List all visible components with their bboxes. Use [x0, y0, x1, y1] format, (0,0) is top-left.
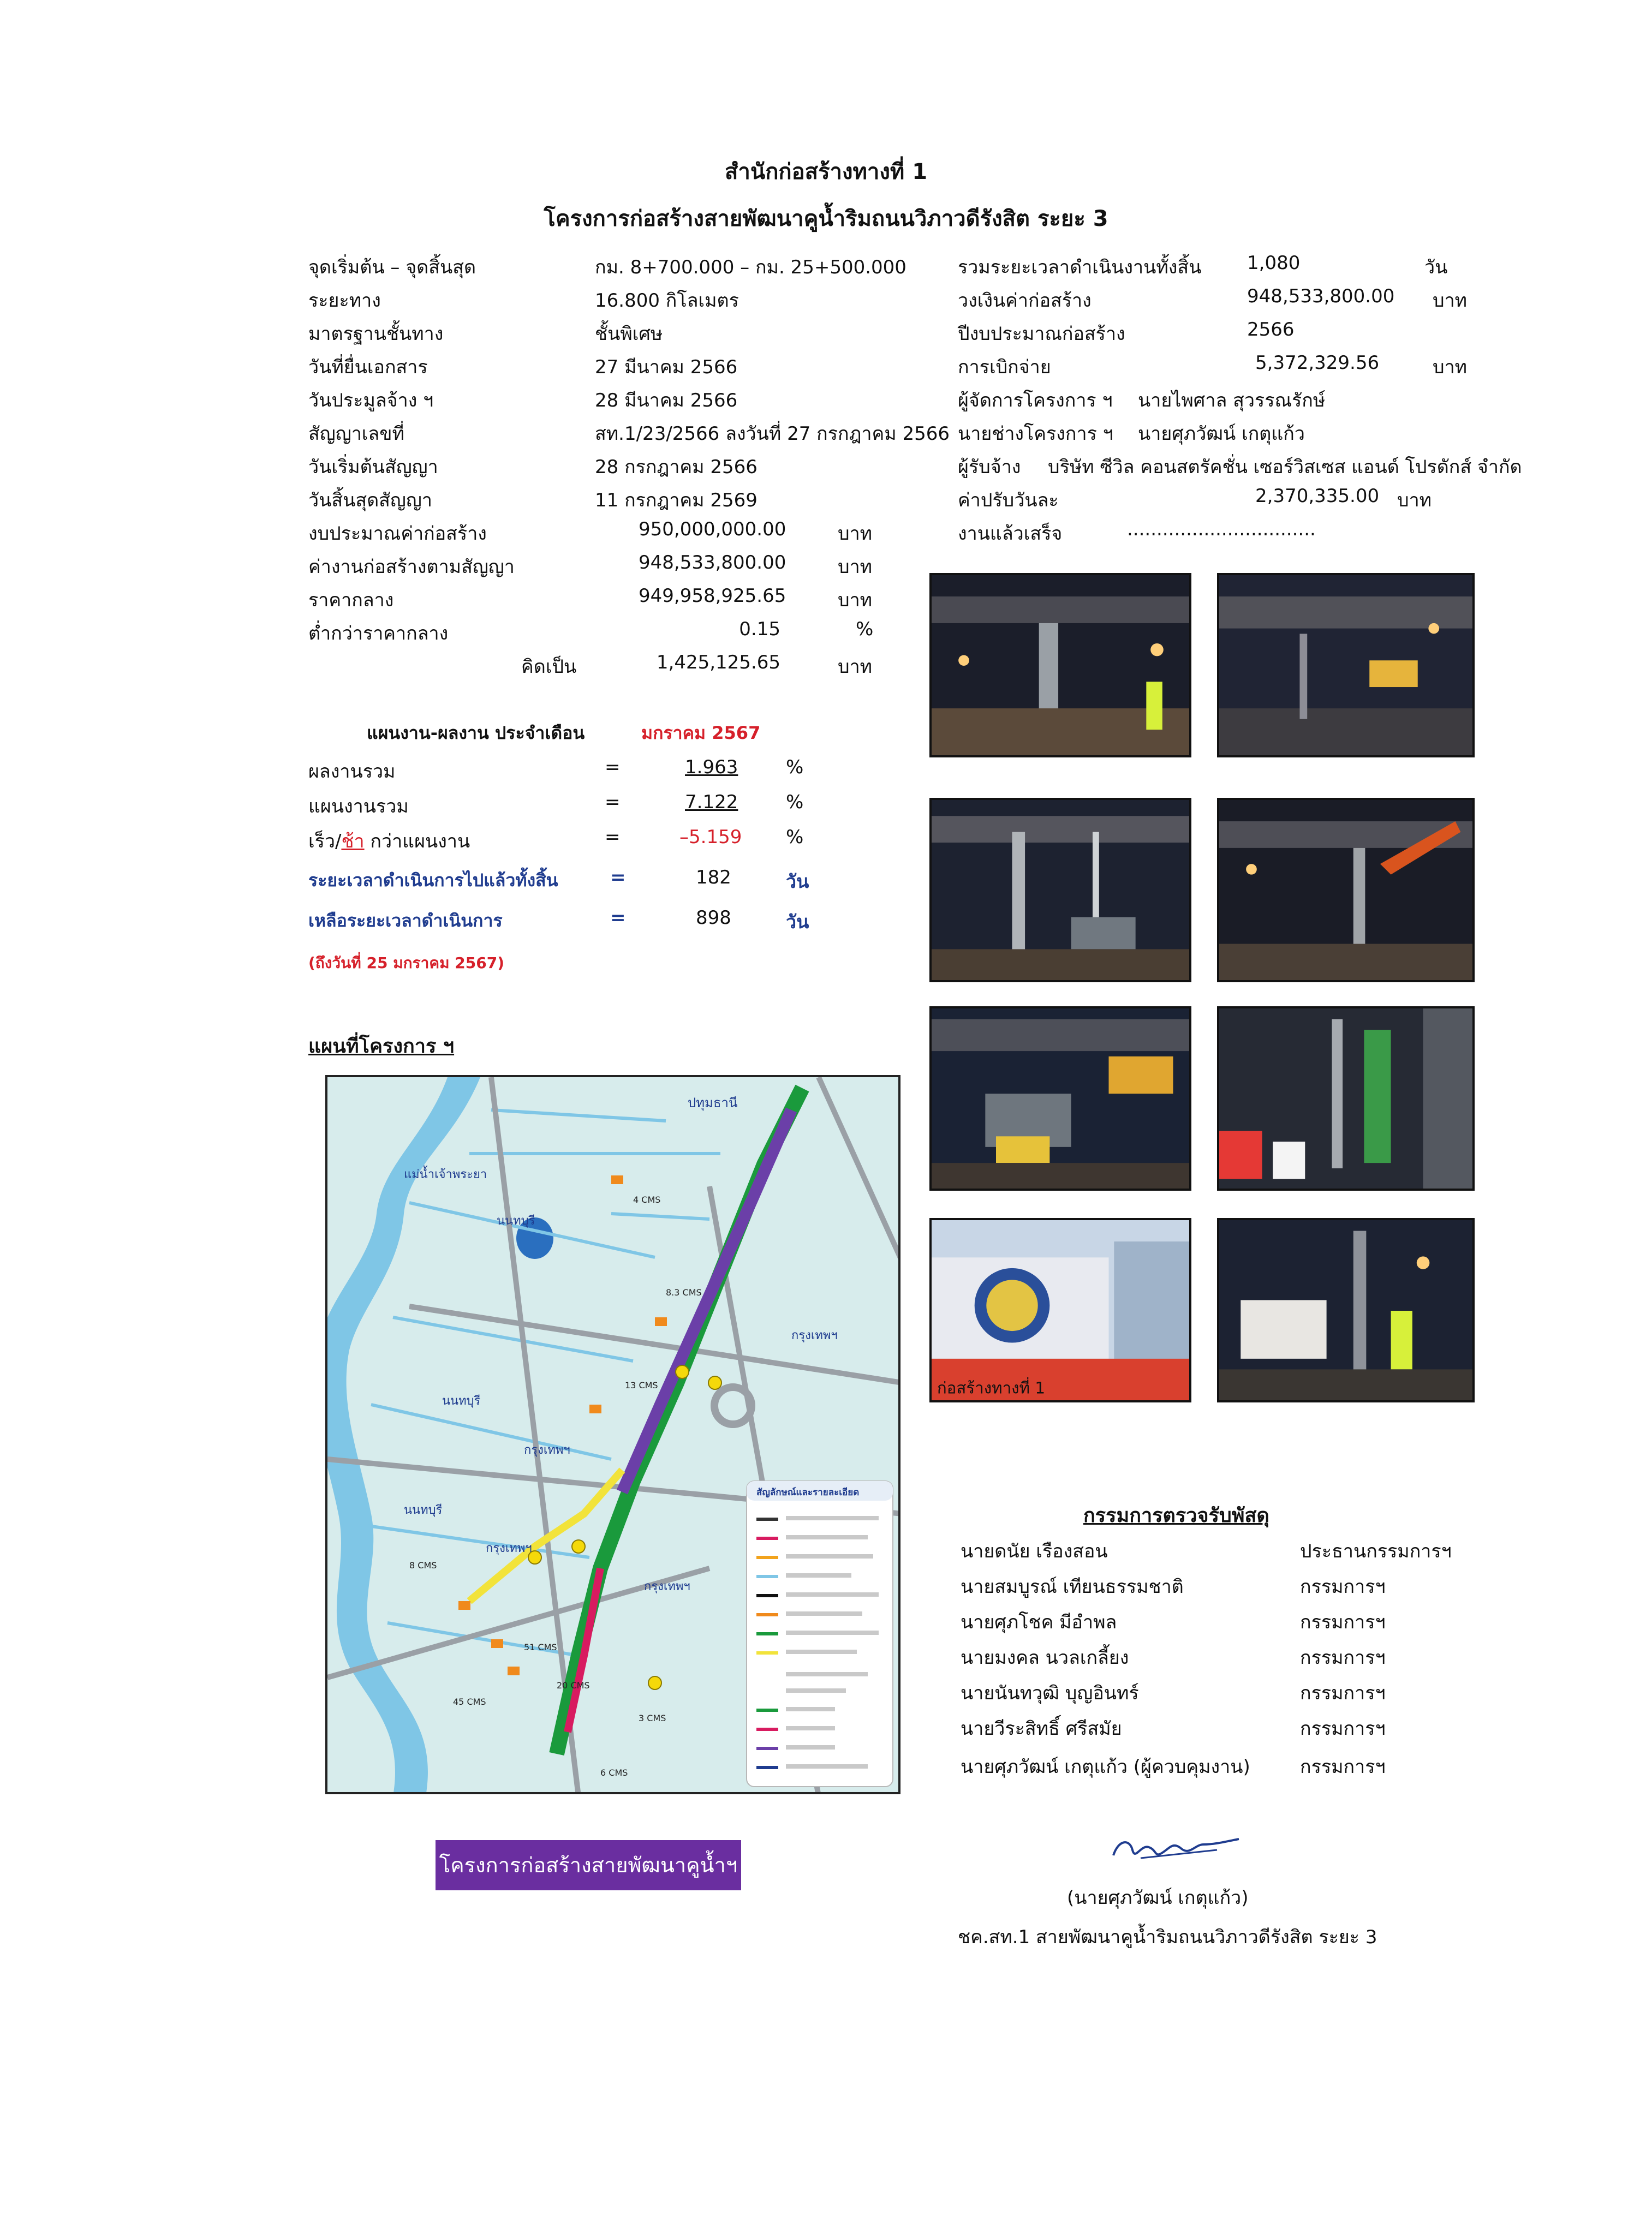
committee-member-role: กรรมการฯ — [1300, 1756, 1386, 1778]
label-contract-value: ค่างานก่อสร้างตามสัญญา — [308, 556, 515, 578]
committee-member-name: นายศุภโชค มีอำพล — [961, 1611, 1117, 1633]
committee-member-role: กรรมการฯ — [1300, 1682, 1386, 1704]
label-road-standard: มาตรฐานชั้นทาง — [308, 323, 444, 345]
unit-contract-value: บาท — [838, 556, 873, 578]
unit-median-price: บาท — [838, 589, 873, 611]
cms-labels — [409, 1195, 702, 1778]
value-penalty: 2,370,335.00 — [1255, 485, 1380, 507]
progress-month: มกราคม 2567 — [641, 723, 761, 743]
cms-label-2: 8.3 CMS — [666, 1287, 702, 1298]
value-plan: 7.122 — [685, 791, 738, 813]
value-total-duration: 1,080 — [1247, 252, 1301, 274]
value-fiscal-year: 2566 — [1247, 319, 1295, 341]
label-penalty: ค่าปรับวันละ — [958, 489, 1059, 511]
map-legend — [747, 1481, 893, 1787]
site-photo-6 — [1217, 1006, 1475, 1191]
committee-member-name: นายนันทวุฒิ บุญอินทร์ — [961, 1682, 1139, 1704]
map-label-nonthaburi-1: นนทบุรี — [497, 1214, 535, 1228]
unit-equivalent: บาท — [838, 656, 873, 678]
site-photo-7-image — [932, 1220, 1189, 1400]
value-contract-amount: 948,533,800.00 — [1247, 285, 1395, 307]
map-label-pathum: ปทุมธานี — [688, 1095, 738, 1110]
label-engineer: นายช่างโครงการ ฯ — [958, 423, 1113, 445]
project-button[interactable]: โครงการก่อสร้างสายพัฒนาคูน้ำฯ — [436, 1840, 741, 1890]
label-actual: ผลงานรวม — [308, 761, 396, 783]
site-photo-2-image — [1219, 575, 1472, 755]
value-contract-end: 11 กรกฎาคม 2569 — [595, 489, 758, 511]
unit-total-duration: วัน — [1424, 256, 1448, 278]
site-photo-8-image — [1219, 1220, 1472, 1400]
site-photo-2 — [1217, 573, 1475, 757]
as-of-date: (ถึงวันที่ 25 มกราคม 2567) — [308, 954, 505, 972]
label-doc-date: วันที่ยื่นเอกสาร — [308, 356, 428, 378]
label-diff-mid: ช้า — [341, 831, 365, 852]
committee-member-role: กรรมการฯ — [1300, 1611, 1386, 1633]
value-budget: 950,000,000.00 — [639, 518, 786, 540]
progress-heading: แผนงาน-ผลงาน ประจำเดือน — [367, 723, 585, 743]
unit-disbursement: บาท — [1433, 356, 1468, 378]
label-budget: งบประมาณค่าก่อสร้าง — [308, 523, 487, 545]
cms-label-1: 4 CMS — [633, 1195, 661, 1205]
value-actual: 1.963 — [685, 756, 738, 778]
roundabout — [714, 1387, 752, 1424]
photo-sign-text: ก่อสร้างทางที่ 1 — [937, 1378, 1046, 1398]
river-shape — [327, 1077, 480, 1794]
cms-label-8: 45 CMS — [453, 1697, 486, 1707]
label-contract-start: วันเริ่มต้นสัญญา — [308, 456, 438, 478]
site-photo-1-image — [932, 575, 1189, 755]
unit-contract-amount: บาท — [1433, 290, 1468, 312]
value-remaining: 898 — [696, 907, 731, 929]
label-fiscal-year: ปีงบประมาณก่อสร้าง — [958, 323, 1125, 345]
signature-image — [1108, 1828, 1244, 1866]
unit-below-median: % — [856, 618, 874, 640]
project-title: โครงการก่อสร้างสายพัฒนาคูน้ำริมถนนวิภาวดีรังสิต ระยะ 3 — [544, 206, 1108, 231]
map-label-nonthaburi-2: นนทบุรี — [442, 1394, 481, 1408]
label-disbursement: การเบิกจ่าย — [958, 356, 1051, 378]
site-photo-8 — [1217, 1218, 1475, 1402]
site-photo-6-image — [1219, 1008, 1472, 1189]
value-engineer: นายศุภวัฒน์ เกตุแก้ว — [1138, 423, 1305, 445]
unit-plan: % — [786, 791, 804, 813]
label-plan: แผนงานรวม — [308, 796, 409, 817]
unit-diff: % — [786, 826, 804, 848]
value-road-standard: ชั้นพิเศษ — [595, 323, 663, 345]
value-manager: นายไพศาล สุวรรณรักษ์ — [1138, 390, 1326, 411]
cms-label-3: 13 CMS — [625, 1380, 658, 1390]
corridor-purple — [622, 1110, 791, 1492]
label-contract-amount: วงเงินค่าก่อสร้าง — [958, 290, 1092, 312]
label-contract-no: สัญญาเลขที่ — [308, 423, 404, 445]
site-photo-5-image — [932, 1008, 1189, 1189]
label-equivalent: คิดเป็น — [521, 656, 577, 678]
signature-name: (นายศุภวัฒน์ เกตุแก้ว) — [1067, 1887, 1249, 1909]
label-below-median: ต่ำกว่าราคากลาง — [308, 623, 449, 644]
map-label-bangkok-2: กรุงเทพฯ — [524, 1443, 570, 1457]
committee-member-role: กรรมการฯ — [1300, 1647, 1386, 1669]
committee-heading: กรรมการตรวจรับพัสดุ — [1083, 1504, 1269, 1527]
value-distance: 16.800 กิโลเมตร — [595, 290, 739, 312]
committee-member-role: กรรมการฯ — [1300, 1718, 1386, 1740]
value-equivalent: 1,425,125.65 — [656, 652, 780, 673]
cms-label-7: 3 CMS — [639, 1713, 666, 1723]
label-bid-date: วันประมูลจ้าง ฯ — [308, 390, 434, 411]
map-label-nonthaburi-3: นนทบุรี — [404, 1503, 443, 1517]
label-diff — [308, 826, 470, 856]
value-median-price: 949,958,925.65 — [639, 585, 786, 607]
site-photo-1 — [929, 573, 1191, 757]
committee-member-name: นายวีระสิทธิ์ ศรีสมัย — [961, 1718, 1122, 1740]
eq-actual: = — [605, 756, 621, 778]
site-photo-4-image — [1219, 800, 1472, 980]
label-completed: งานแล้วเสร็จ — [958, 523, 1063, 545]
unit-actual: % — [786, 756, 804, 778]
site-photo-5 — [929, 1006, 1191, 1191]
cms-label-5: 51 CMS — [524, 1642, 557, 1652]
label-start-end: จุดเริ่มต้น – จุดสิ้นสุด — [308, 256, 476, 278]
markers-orange — [458, 1175, 667, 1675]
value-completed: ................................ — [1127, 518, 1316, 540]
value-start-end: กม. 8+700.000 – กม. 25+500.000 — [595, 256, 906, 278]
eq-elapsed: = — [610, 867, 626, 888]
cms-label-9: 6 CMS — [600, 1768, 628, 1778]
value-contractor: บริษัท ซีวิล คอนสตรัคชั่น เซอร์วิสเซส แอนด์ โปรดักส์ จำกัด — [1048, 456, 1522, 478]
unit-penalty: บาท — [1397, 489, 1432, 511]
signature-position: ชค.สท.1 สายพัฒนาคูน้ำริมถนนวิภาวดีรังสิต ระยะ 3 — [958, 1926, 1377, 1948]
office-title: สำนักก่อสร้างทางที่ 1 — [724, 159, 928, 184]
value-doc-date: 27 มีนาคม 2566 — [595, 356, 738, 378]
unit-remaining: วัน — [786, 911, 809, 933]
map-label-bangkok-3: กรุงเทพฯ — [486, 1542, 532, 1555]
site-photo-7 — [929, 1218, 1191, 1402]
site-photo-3 — [929, 798, 1191, 982]
value-bid-date: 28 มีนาคม 2566 — [595, 390, 738, 411]
value-disbursement: 5,372,329.56 — [1255, 352, 1380, 374]
label-manager: ผู้จัดการโครงการ ฯ — [958, 390, 1113, 411]
value-contract-start: 28 กรกฎาคม 2566 — [595, 456, 758, 478]
value-diff: –5.159 — [679, 826, 742, 848]
committee-member-role: ประธานกรรมการฯ — [1300, 1541, 1452, 1562]
value-elapsed: 182 — [696, 867, 731, 888]
legend-title: สัญลักษณ์และรายละเอียด — [756, 1487, 860, 1498]
cms-label-4: 8 CMS — [409, 1560, 437, 1571]
eq-diff: = — [605, 826, 621, 848]
label-contractor: ผู้รับจ้าง — [958, 456, 1021, 478]
site-photo-4 — [1217, 798, 1475, 982]
project-map[interactable] — [325, 1075, 900, 1794]
committee-member-name: นายมงคล นวลเกลี้ยง — [961, 1647, 1129, 1669]
site-photo-3-image — [932, 800, 1189, 980]
value-contract-no: สท.1/23/2566 ลงวันที่ 27 กรกฎาคม 2566 — [595, 423, 950, 445]
label-distance: ระยะทาง — [308, 290, 381, 312]
committee-member-name: นายดนัย เรืองสอน — [961, 1541, 1108, 1562]
label-contract-end: วันสิ้นสุดสัญญา — [308, 489, 432, 511]
eq-plan: = — [605, 791, 621, 813]
label-diff-post: กว่าแผนงาน — [364, 831, 470, 852]
value-below-median: 0.15 — [739, 618, 780, 640]
map-label-bangkok-1: กรุงเทพฯ — [791, 1329, 838, 1342]
label-remaining: เหลือระยะเวลาดำเนินการ — [308, 910, 503, 931]
map-heading: แผนที่โครงการ ฯ — [308, 1035, 455, 1058]
label-diff-pre: เร็ว/ — [308, 831, 342, 852]
cms-label-6: 20 CMS — [557, 1680, 590, 1691]
label-elapsed: ระยะเวลาดำเนินการไปแล้วทั้งสิ้น — [308, 870, 558, 891]
eq-remaining: = — [610, 907, 626, 929]
label-total-duration: รวมระยะเวลาดำเนินงานทั้งสิ้น — [958, 256, 1202, 278]
unit-elapsed: วัน — [786, 871, 809, 893]
map-graphic — [327, 1077, 900, 1794]
map-label-bangkok-4: กรุงเทพฯ — [644, 1580, 690, 1593]
committee-member-name: นายศุภวัฒน์ เกตุแก้ว (ผู้ควบคุมงาน) — [961, 1756, 1250, 1778]
map-label-river: แม่น้ำเจ้าพระยา — [404, 1168, 487, 1181]
committee-member-name: นายสมบูรณ์ เทียนธรรมชาติ — [961, 1576, 1184, 1598]
value-contract-value: 948,533,800.00 — [639, 552, 786, 574]
label-median-price: ราคากลาง — [308, 589, 394, 611]
unit-budget: บาท — [838, 523, 873, 545]
committee-member-role: กรรมการฯ — [1300, 1576, 1386, 1598]
